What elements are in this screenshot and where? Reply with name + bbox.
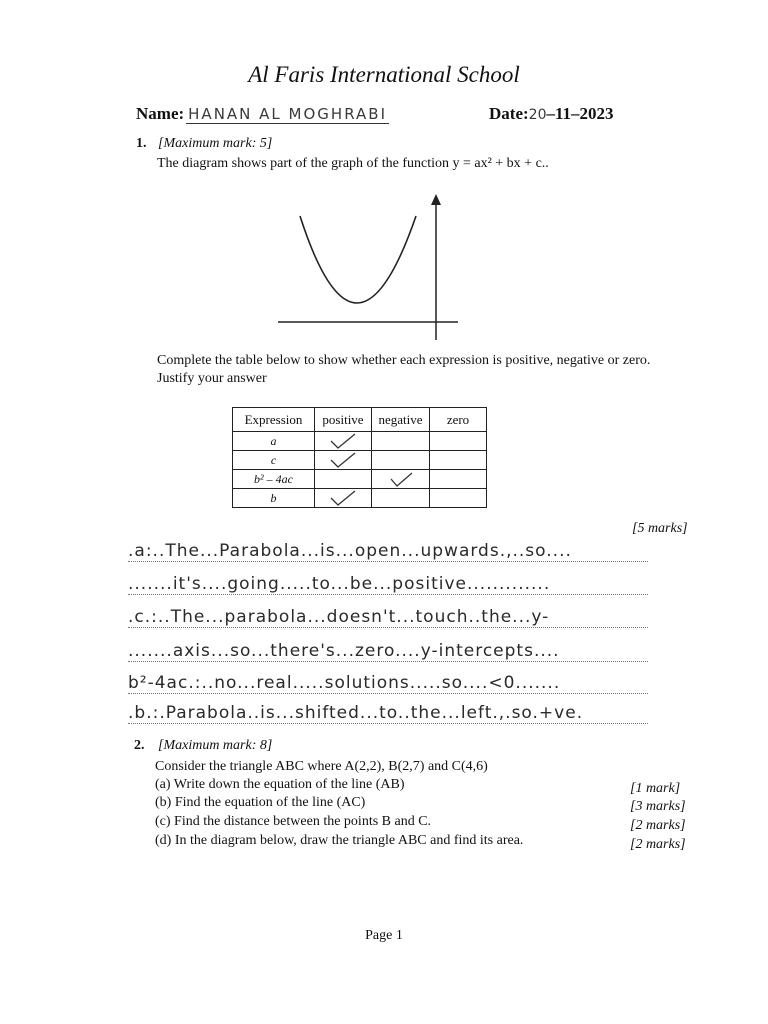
negative-cell	[372, 470, 430, 489]
answer-line-2: .......it's....going.....to...be...positive.............	[128, 574, 648, 595]
expr-cell: b² – 4ac	[233, 470, 315, 489]
table-row	[233, 489, 487, 508]
date-day: 20	[528, 107, 547, 123]
y-axis-arrow	[431, 194, 441, 205]
q1-instruction-1: Complete the table below to show whether each expression is positive, negative or zero.	[157, 353, 651, 368]
q1-instruction-2: Justify your answer	[157, 371, 267, 386]
positive-cell	[315, 451, 372, 470]
answer-line-1: .a:..The...Parabola...is...open...upwards.,..so....	[128, 541, 648, 562]
parabola-curve	[300, 216, 416, 303]
q2-max-mark: [Maximum mark: 8]	[158, 738, 273, 753]
name-value: HANAN AL MOGHRABI	[188, 105, 387, 123]
school-title: Al Faris International School	[248, 62, 520, 87]
zero-cell	[430, 451, 487, 470]
answer-line-6: .b.:.Parabola..is...shifted...to..the...left.,.so.+ve.	[128, 703, 648, 724]
date-rest: –11–2023	[546, 104, 614, 123]
q1-prompt: The diagram shows part of the graph of the function y = ax² + bx + c..	[157, 156, 549, 171]
q2-part-d: (d) In the diagram below, draw the triangle ABC and find its area.	[155, 833, 524, 848]
table-row	[233, 432, 487, 451]
table-row	[233, 451, 487, 470]
table-row	[233, 470, 487, 489]
header-negative: negative	[372, 408, 430, 432]
q1-instructions	[157, 352, 717, 388]
positive-cell	[315, 470, 372, 489]
q2-part-a-marks: [1 mark]	[630, 781, 681, 796]
header-positive: positive	[315, 408, 372, 432]
q2-part-a: (a) Write down the equation of the line (AB)	[155, 777, 405, 792]
q2-part-c: (c) Find the distance between the points B and C.	[155, 814, 432, 829]
negative-cell	[372, 451, 430, 470]
name-label: Name:	[136, 104, 185, 123]
q2-intro: Consider the triangle ABC where A(2,2), B(2,7) and C(4,6)	[155, 759, 488, 774]
expr-cell: c	[233, 451, 315, 470]
q1-number: 1.	[136, 136, 147, 151]
q2-number: 2.	[134, 738, 145, 753]
answer-line-4: .......axis...so...there's...zero....y-intercepts....	[128, 641, 648, 662]
header-zero: zero	[430, 408, 487, 432]
name-row	[136, 104, 389, 124]
positive-cell	[315, 432, 372, 451]
negative-cell	[372, 489, 430, 508]
q1-marks: [5 marks]	[632, 521, 688, 536]
expr-cell: a	[233, 432, 315, 451]
q2-part-b-marks: [3 marks]	[630, 799, 686, 814]
q2-part-d-marks: [2 marks]	[630, 837, 686, 852]
header-expression: Expression	[233, 408, 315, 432]
q2-part-b: (b) Find the equation of the line (AC)	[155, 795, 366, 810]
answer-line-5: b²-4ac.:..no...real.....solutions.....so....<0.......	[128, 673, 648, 694]
tick-icon	[328, 451, 358, 469]
parabola-diagram	[270, 190, 460, 350]
expr-cell: b	[233, 489, 315, 508]
negative-cell	[372, 432, 430, 451]
zero-cell	[430, 470, 487, 489]
sign-table	[232, 407, 487, 508]
q2-part-c-marks: [2 marks]	[630, 818, 686, 833]
zero-cell	[430, 432, 487, 451]
date-label: Date:	[489, 104, 529, 123]
page-number: Page 1	[365, 928, 403, 943]
tick-icon	[386, 470, 416, 488]
table-header-row	[233, 408, 487, 432]
answer-line-3: .c.:..The...parabola...doesn't...touch..the...y-	[128, 607, 648, 628]
positive-cell	[315, 489, 372, 508]
q1-max-mark: [Maximum mark: 5]	[158, 136, 273, 151]
tick-icon	[328, 489, 358, 507]
tick-icon	[328, 432, 358, 450]
date-row	[489, 104, 614, 124]
zero-cell	[430, 489, 487, 508]
